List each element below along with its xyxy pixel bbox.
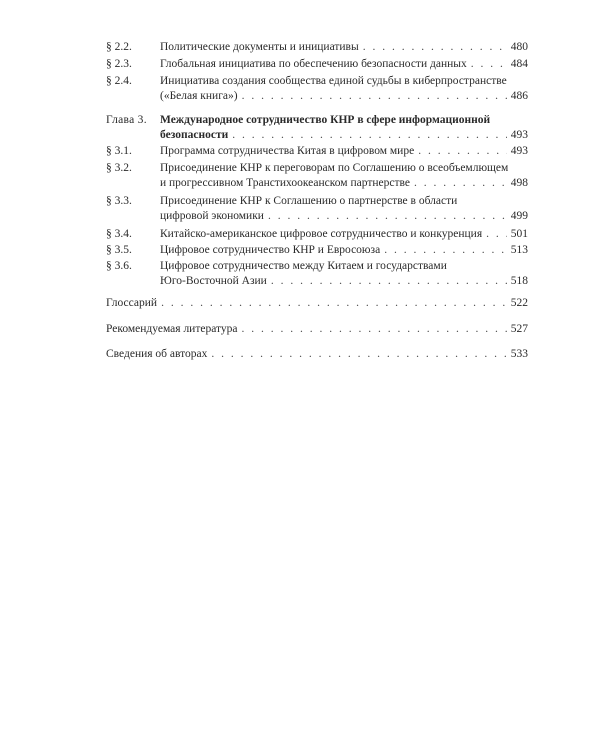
toc-entry-page: 501 — [510, 228, 528, 240]
toc-entry-number: § 3.1. — [106, 145, 132, 157]
toc-entry-title: Сведения об авторах — [106, 348, 208, 360]
toc-entry-title: Присоединение КНР к Соглашению о партнерстве в области — [160, 195, 458, 207]
toc-entry-title: Политические документы и инициативы — [160, 41, 359, 53]
toc-entry-number: § 2.3. — [106, 58, 132, 70]
toc-entry-page: 484 — [510, 58, 528, 70]
dot-leader — [418, 144, 507, 158]
dot-leader — [363, 40, 507, 54]
dot-leader — [161, 296, 507, 310]
toc-entry-page: 486 — [510, 90, 528, 102]
toc-entry-title: Присоединение КНР к переговорам по Соглашению о всеобъемлющем — [160, 162, 509, 174]
toc-entry-number: § 2.2. — [106, 41, 132, 53]
toc-entry-title-cont: Юго-Восточной Азии — [160, 275, 267, 287]
toc-entry-title: Программа сотрудничества Китая в цифровом мире — [160, 145, 415, 157]
dot-leader — [242, 89, 507, 103]
dot-leader — [268, 209, 507, 223]
dot-leader — [414, 176, 507, 190]
toc-entry-page: 527 — [510, 323, 528, 335]
toc-entry-number: § 3.6. — [106, 260, 132, 272]
toc-entry-page: 518 — [510, 275, 528, 287]
toc-entry-number: § 3.5. — [106, 244, 132, 256]
toc-chapter-title-cont: безопасности — [160, 129, 229, 141]
toc-entry-page: 499 — [510, 210, 528, 222]
toc-entry-page: 513 — [510, 244, 528, 256]
toc-entry-title-cont: и прогрессивном Транстихоокеанском партнерстве — [160, 177, 410, 189]
toc-entry-title: Цифровое сотрудничество между Китаем и государствами — [160, 260, 447, 272]
toc-entry-page: 493 — [510, 145, 528, 157]
toc-entry-page: 522 — [510, 297, 528, 309]
toc-entry-title: Инициатива создания сообщества единой судьбы в киберпространстве — [160, 75, 507, 87]
toc-entry-number: § 3.3. — [106, 195, 132, 207]
dot-leader — [486, 227, 507, 241]
toc-entry-number: § 3.2. — [106, 162, 132, 174]
dot-leader — [384, 243, 507, 257]
toc-entry-title: Рекомендуемая литература — [106, 323, 238, 335]
toc-entry-title-cont: («Белая книга») — [160, 90, 238, 102]
dot-leader — [471, 57, 507, 71]
toc-entry-page: 498 — [510, 177, 528, 189]
dot-leader — [242, 322, 507, 336]
dot-leader — [271, 274, 507, 288]
dot-leader — [211, 347, 506, 361]
toc-entry-number: § 2.4. — [106, 75, 132, 87]
toc-entry-title: Глоссарий — [106, 297, 158, 309]
toc-chapter-title: Международное сотрудничество КНР в сфере информационной — [160, 114, 491, 126]
toc-entry-title: Китайско-американское цифровое сотрудничество и конкуренция — [160, 228, 483, 240]
toc-chapter-number: Глава 3. — [106, 114, 147, 126]
toc-entry-page: 493 — [510, 129, 528, 141]
toc-entry-page: 480 — [510, 41, 528, 53]
toc-entry-number: § 3.4. — [106, 228, 132, 240]
dot-leader — [232, 128, 507, 142]
toc-entry-page: 533 — [510, 348, 528, 360]
toc-entry-title-cont: цифровой экономики — [160, 210, 264, 222]
toc-entry-title: Цифровое сотрудничество КНР и Евросоюза — [160, 244, 381, 256]
toc-entry-title: Глобальная инициатива по обеспечению безопасности данных — [160, 58, 467, 70]
